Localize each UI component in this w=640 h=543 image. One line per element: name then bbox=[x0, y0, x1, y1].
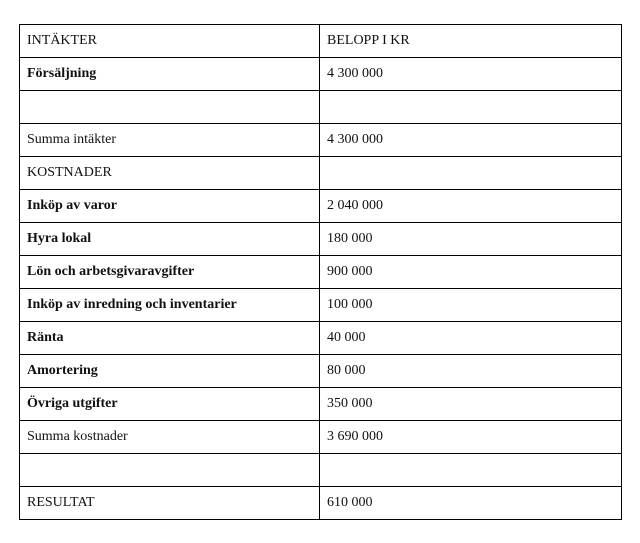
row-label: Hyra lokal bbox=[20, 223, 320, 256]
row-amount bbox=[320, 157, 622, 190]
row-amount: 610 000 bbox=[320, 487, 622, 520]
row-label: Ränta bbox=[20, 322, 320, 355]
row-label bbox=[20, 91, 320, 124]
table-row-resultat bbox=[20, 487, 622, 520]
table-row-amortering bbox=[20, 355, 622, 388]
row-amount bbox=[320, 91, 622, 124]
row-label: Inköp av inredning och inventarier bbox=[20, 289, 320, 322]
row-amount: 900 000 bbox=[320, 256, 622, 289]
table-row-empty-1 bbox=[20, 91, 622, 124]
row-amount: 40 000 bbox=[320, 322, 622, 355]
table-row-inkop-varor bbox=[20, 190, 622, 223]
row-label bbox=[20, 454, 320, 487]
row-amount: 350 000 bbox=[320, 388, 622, 421]
row-amount bbox=[320, 454, 622, 487]
header-amount-cell: BELOPP I KR bbox=[320, 25, 622, 58]
table-row-ovriga-utgifter bbox=[20, 388, 622, 421]
row-label: Inköp av varor bbox=[20, 190, 320, 223]
row-amount: 3 690 000 bbox=[320, 421, 622, 454]
row-label: Försäljning bbox=[20, 58, 320, 91]
table-row-forsaljning bbox=[20, 58, 622, 91]
table-row-kostnader-header bbox=[20, 157, 622, 190]
budget-table-body bbox=[20, 25, 622, 520]
row-label: KOSTNADER bbox=[20, 157, 320, 190]
table-row-empty-2 bbox=[20, 454, 622, 487]
row-amount: 100 000 bbox=[320, 289, 622, 322]
row-label: Lön och arbetsgivaravgifter bbox=[20, 256, 320, 289]
table-row-summa-kostnader bbox=[20, 421, 622, 454]
row-label: Summa kostnader bbox=[20, 421, 320, 454]
table-row-lon bbox=[20, 256, 622, 289]
header-label-cell: INTÄKTER bbox=[20, 25, 320, 58]
row-label: RESULTAT bbox=[20, 487, 320, 520]
row-amount: 4 300 000 bbox=[320, 58, 622, 91]
budget-table bbox=[19, 24, 622, 520]
row-amount: 4 300 000 bbox=[320, 124, 622, 157]
row-amount: 2 040 000 bbox=[320, 190, 622, 223]
table-row-hyra-lokal bbox=[20, 223, 622, 256]
table-header-row bbox=[20, 25, 622, 58]
table-row-ranta bbox=[20, 322, 622, 355]
row-label: Övriga utgifter bbox=[20, 388, 320, 421]
table-row-inredning bbox=[20, 289, 622, 322]
row-amount: 180 000 bbox=[320, 223, 622, 256]
table-row-summa-intakter bbox=[20, 124, 622, 157]
row-label: Summa intäkter bbox=[20, 124, 320, 157]
row-amount: 80 000 bbox=[320, 355, 622, 388]
row-label: Amortering bbox=[20, 355, 320, 388]
